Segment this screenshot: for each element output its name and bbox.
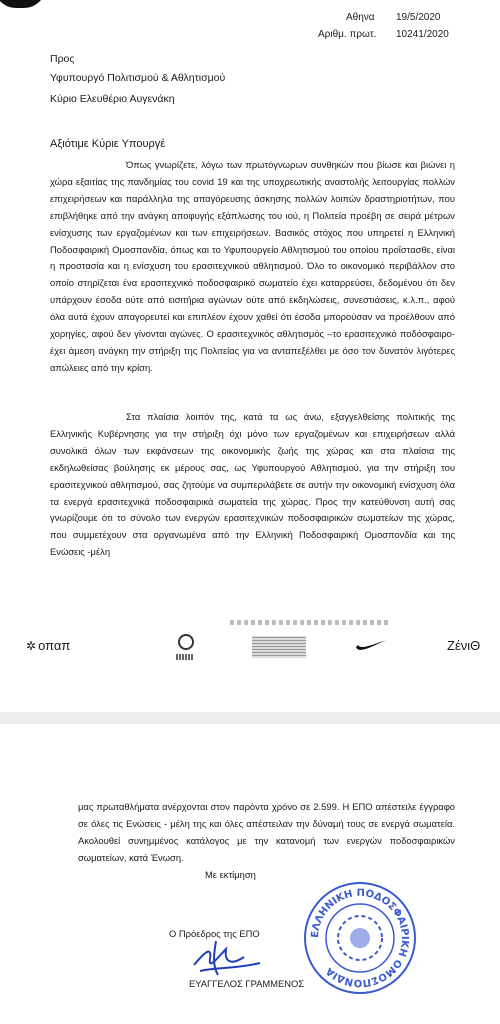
opap-star-icon: ✲ bbox=[26, 639, 37, 653]
greeting: Αξιότιμε Κύριε Υπουργέ bbox=[50, 138, 166, 150]
signature-icon bbox=[186, 935, 266, 984]
vodafone-logo-icon bbox=[176, 632, 194, 662]
epo-corner-logo-icon bbox=[0, 0, 46, 8]
addressee-to: Προς bbox=[50, 53, 75, 65]
letter-date: 19/5/2020 bbox=[396, 12, 441, 23]
page-separator bbox=[0, 712, 500, 724]
zenith-logo: ΖένιΘ bbox=[447, 638, 481, 653]
sponsor-stamp-logo-icon bbox=[252, 636, 306, 658]
closing-regards: Με εκτίμηση bbox=[205, 869, 256, 880]
faint-footer-text-line bbox=[230, 620, 390, 625]
opap-logo bbox=[26, 638, 70, 653]
nike-swoosh-icon bbox=[355, 638, 387, 655]
protocol-number: 10241/2020 bbox=[396, 29, 449, 40]
addressee-title: Υφυπουργό Πολιτισμού & Αθλητισμού bbox=[50, 72, 226, 84]
federation-seal-icon bbox=[300, 878, 420, 1003]
president-name: ΕΥΑΓΓΕΛΟΣ ΓΡΑΜΜΕΝΟΣ bbox=[189, 978, 305, 989]
paragraph-2: Στα πλαίσια λοιπόν της, κατά τα ως άνω, εξαγγελθείσης πολιτικής της Ελληνικής Κυβέρνησης για την στήριξη όχι μόνο των εργαζομένων και επιχειρήσεων αλλά συνολικά όλων των εκφάνσεων της οικονομικής ζωής της χώρας και στα πλαίσια της εκδηλωθείσας βούλησης εκ μέρους σας, ως Υφυπουργού Αθλητισμού, για την στήριξη του ερασιτεχνικού αθλητισμού, σας ζητούμε να συμπεριλάβετε σε αυτήν την οικονομική ενίσχυση όλα τα ενεργά ερασιτεχνικά ποδοσφαιρικά σωματεία της χώρας. Προς την κατεύθυνση αυτή σας γνωρίζουμε ότι το σύνολο των ενεργών ερασιτεχνικών ποδοσφαιρικών σωματείων της χώρας, που συμμετέχουν στα οργανωμένα από την Ελληνική Ποδοσφαιρική Ομοσπονδία και της Ενώσεις -μέλη bbox=[50, 411, 455, 558]
paragraph-3: μας πρωταθλήματα ανέρχονται στον παρόντα χρόνο σε 2.599. Η ΕΠΟ απέστειλε έγγραφο σε όλες τις Ενώσεις - μέλη της και όλες απέστειλαν την δύναμή τους σε ενεργά σωματεία. Ακολουθεί συνημμένος κατάλογος με την κατανομή των ενεργών ποδοσφαιρικών σωματείων, κατά Ένωση. bbox=[78, 801, 455, 863]
opap-label: οπαπ bbox=[38, 638, 71, 653]
paragraph-1: Όπως γνωρίζετε, λόγω των πρωτόγνωρων συνθηκών που βίωσε και βιώνει η χώρα εξαιτίας της πανδημίας του covid 19 και της υποχρεωτικής αναστολής λειτουργίας πολλών επιχειρήσεων και παράλληλα της απαγόρευσης άσκησης πολλών λοιπών δραστηριοτήτων, που επιβλήθηκε από την ανάγκη αποφυγής εξάπλωσης του ιού, η Πολιτεία προέβη σε σειρά μέτρων ενίσχυσης των εργαζομένων και των επιχειρήσεων. Βασικός στόχος που υπηρετεί η Ελληνική Ποδοσφαιρική Ομοσπονδία, όπως και το Υφυπουργείο Αθλητισμού του οποίου προΐστασθε, είναι η προστασία και η ενίσχυση του ερασιτεχνικού αθλητισμού. Όλο το οικονομικό περιβάλλον στο οποίο στηρίζεται ένα ερασιτεχνικό ποδοσφαιρικό σωματείο έχει καταρρεύσει, δεδομένου ότι δεν υπάρχουν έσοδα ούτε από εισιτήρια αγώνων ούτε από εκδηλώσεις, συνεστιάσεις, κ.λ.π., αφού όλα αυτά έχουν απαγορευτεί και επιπλέον έχουν χαθεί ότι έσοδα μπορούσαν να προέλθουν από χορηγίες, αφού δεν γίνονται αγώνες. Ο ερασιτεχνικός αθλητισμός –το ερασιτεχνικό ποδόσφαιρο- έχει άμεση ανάγκη την στήριξη της Πολιτείας για να ανταπεξέλθει με όσο τον δυνατόν λιγότερες απώλειες από την κρίση. bbox=[50, 159, 455, 373]
protocol-label: Αριθμ. πρωτ. bbox=[318, 29, 377, 40]
sponsor-logos bbox=[0, 628, 500, 672]
city-label: Αθηνα bbox=[346, 12, 375, 23]
seal-text: ΕΛΛΗΝΙΚΗ ΠΟΔΟΣΦΑΙΡΙΚΗ ΟΜΟΣΠΟΝΔΙΑ bbox=[309, 887, 411, 989]
addressee-name: Κύριο Ελευθέριο Αυγενάκη bbox=[50, 93, 175, 105]
president-label: Ο Πρόεδρος της ΕΠΟ bbox=[169, 928, 260, 939]
